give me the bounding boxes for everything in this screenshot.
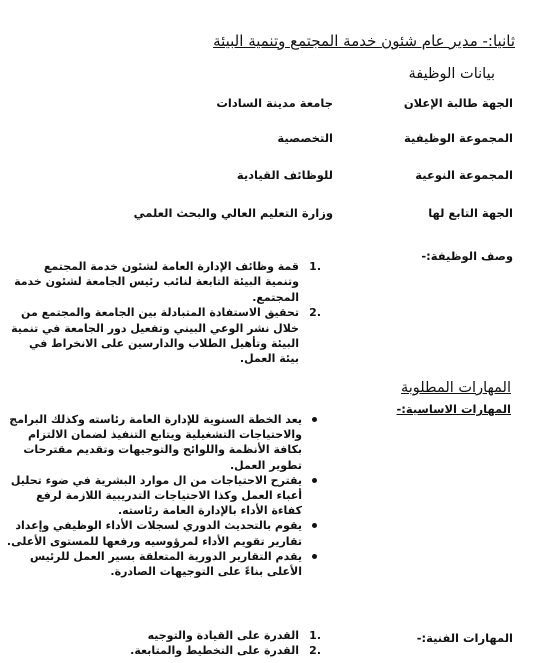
bullet-icon (312, 554, 317, 559)
list-item: .2 القدرة على التخطيط والمتابعة. (130, 644, 321, 657)
field-label-affiliation: الجهة التابع لها (428, 206, 513, 220)
field-label-job-group: المجموعة الوظيفية (404, 131, 513, 145)
section-title: ثانيا:- مدير عام شئون خدمة المجتمع وتنمية البيئة (213, 32, 515, 50)
field-label-advertiser: الجهة طالبة الإعلان (403, 96, 513, 110)
job-description-label: وصف الوظيفة:- (421, 249, 513, 263)
list-item: يقترح الاحتياجات من ال موارد البشرية في ضوء تحليل أعباء العمل وكذا الاحتياجات التدريبية اللازمة لرفع كفاءة الأداء بالإدارة العامة رئاسته. (3, 473, 321, 519)
field-value-job-group: التخصصية (277, 131, 333, 145)
basic-skills-label: المهارات الاساسية:- (396, 402, 511, 416)
technical-skills-label: المهارات الفنية:- (416, 631, 513, 645)
list-item: يعد الخطة السنوية للإدارة العامة رئاسته وكذلك البرامج والاحتياجات التشغيلية ويتابع التنفيذ لضمان الالتزام بكافة الأنظمة واللوائح والتوجيهات وتقديم مقترحات تطوير العمل. (3, 412, 321, 473)
required-skills-heading: المهارات المطلوبة (400, 380, 511, 396)
field-value-type-group: للوظائف القيادية (236, 168, 333, 182)
job-data-heading: بيانات الوظيفة (408, 66, 495, 82)
list-item: يقوم بالتحديث الدوري لسجلات الأداء الوظيفي وإعداد تقارير تقويم الأداء لمرؤوسيه ورفعها للمستوى الأعلى. (3, 518, 321, 548)
bullet-icon (312, 523, 317, 528)
list-item: .2 تحقيق الاستفادة المتبادلة بين الجامعة والمجتمع من خلال نشر الوعي البيني وتفعيل دور الجامعة في تنمية البيئة وتأهيل الطلاب والدارسين على الانخراط في بيئة العمل. (11, 306, 321, 366)
list-item: .1 قمة وظائف الإدارة العامة لشئون خدمة المجتمع وتنمية البيئة التابعة لنائب رئيس الجامعة لشئون خدمة المجتمع. (14, 260, 321, 304)
field-value-affiliation: وزارة التعليم العالي والبحث العلمي (133, 206, 333, 220)
bullet-icon (312, 478, 317, 483)
bullet-icon (312, 417, 317, 422)
field-label-type-group: المجموعة النوعية (415, 168, 513, 182)
list-item: .1 القدرة على القيادة والتوجيه (147, 629, 321, 642)
basic-skills-list (3, 412, 321, 579)
job-description-list (11, 259, 321, 367)
list-item: يقدم التقارير الدورية المتعلقة بسير العمل للرئيس الأعلى بناءً على التوجيهات الصادرة. (3, 549, 321, 579)
technical-skills-list (121, 628, 321, 658)
field-value-advertiser: جامعة مدينة السادات (216, 96, 333, 110)
